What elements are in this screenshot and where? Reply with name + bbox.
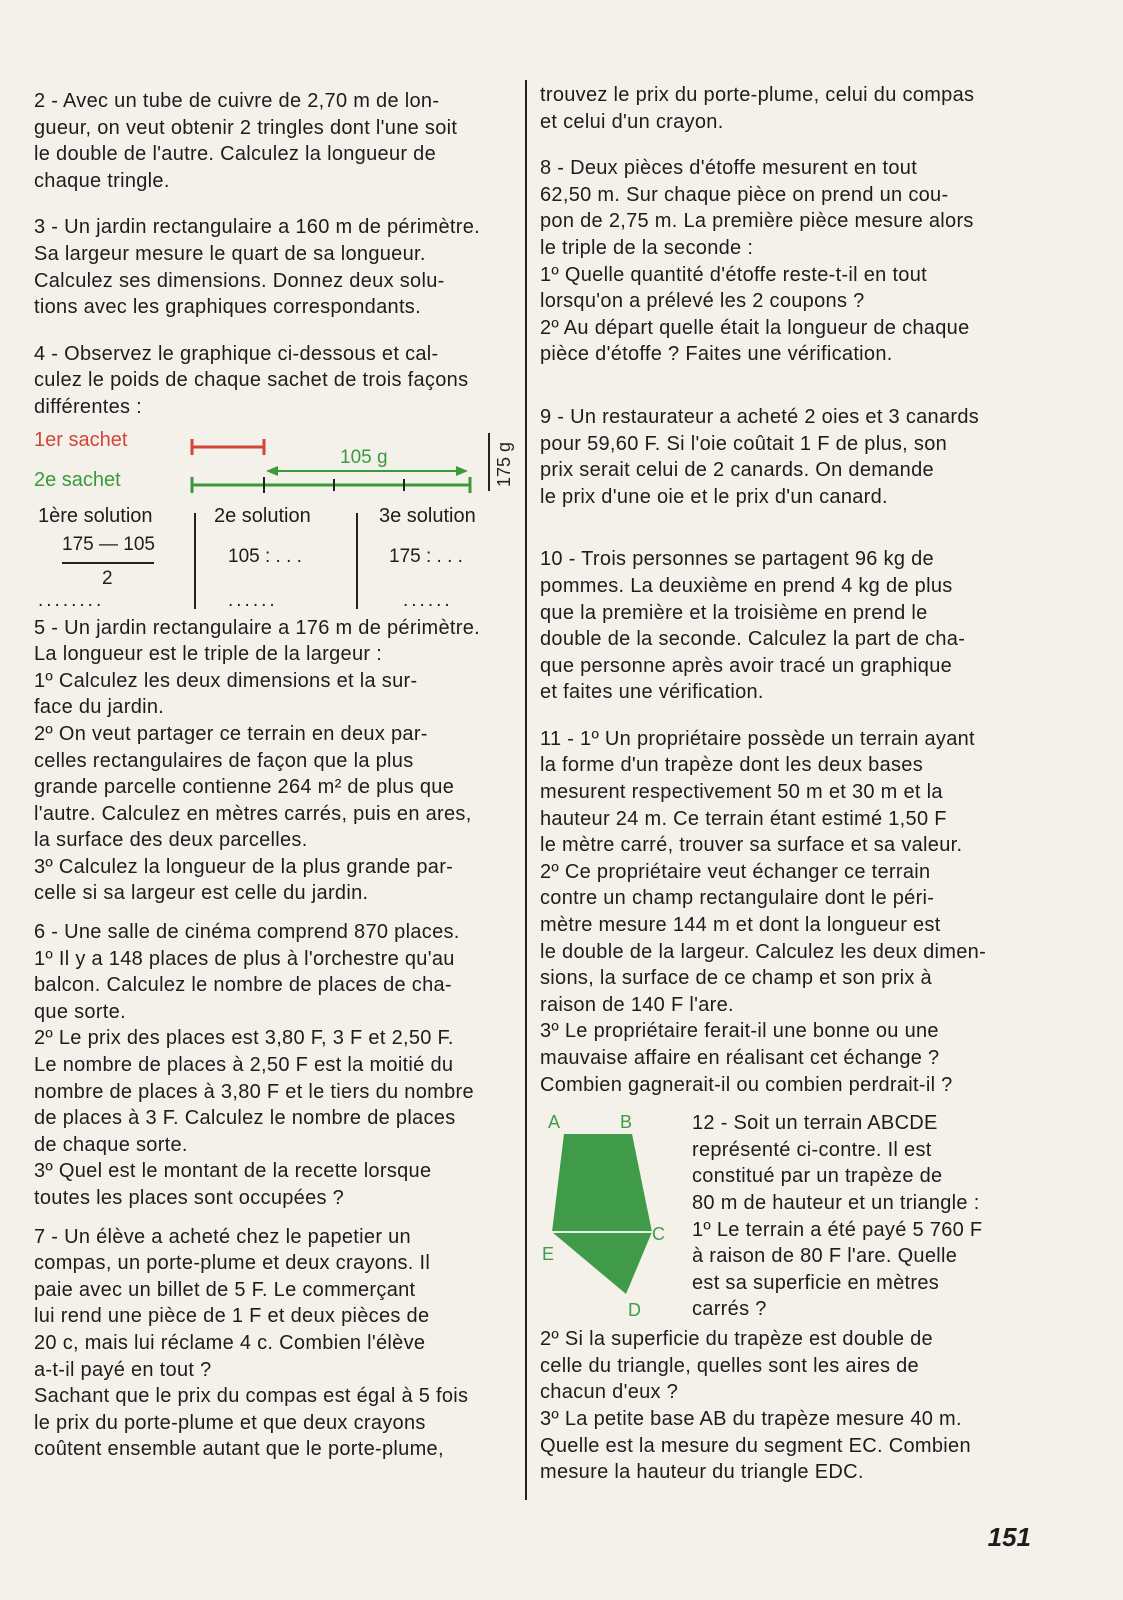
exercise-3 <box>34 214 522 320</box>
exercise-7 <box>34 1224 522 1463</box>
answer-dots: ........ <box>38 589 105 611</box>
text-line: 7 - Un élève a acheté chez le papetier un <box>34 1225 411 1248</box>
solution-3 <box>379 505 529 612</box>
solution-1 <box>38 505 188 612</box>
answer-dots: ...... <box>403 589 453 611</box>
text-line: Sachant que le prix du compas est égal à 5 fois <box>34 1385 469 1408</box>
text-line: Calculez ses dimensions. Donnez deux solu- <box>34 269 445 292</box>
text-line: 3º Le propriétaire ferait-il une bonne ou une <box>540 1020 939 1043</box>
solution-divider <box>194 513 196 609</box>
text-line: et faites une vérification. <box>540 681 764 704</box>
text-line: chaque tringle. <box>34 169 170 192</box>
text-line: et celui d'un crayon. <box>540 110 724 133</box>
text-line: 62,50 m. Sur chaque pièce on prend un cou- <box>540 183 949 206</box>
exercise-9 <box>540 404 1030 510</box>
text-line: chacun d'eux ? <box>540 1381 679 1404</box>
text-line: paie avec un billet de 5 F. Le commerçant <box>34 1278 416 1301</box>
page-number: 151 <box>987 1522 1031 1552</box>
text-line: l'autre. Calculez en mètres carrés, puis en ares, <box>34 802 472 825</box>
text-line: 3º Calculez la longueur de la plus grande par- <box>34 855 454 878</box>
fraction-numerator: 175 — 105 <box>62 533 155 555</box>
solution-3-expression: 175 : . . . <box>389 545 463 567</box>
text-line: que la première et la troisième en prend le <box>540 601 928 624</box>
label-e: E <box>542 1244 555 1265</box>
text-line: 80 m de hauteur et un triangle : <box>692 1191 980 1214</box>
text-line: le prix du porte-plume et que deux crayons <box>34 1411 426 1434</box>
solution-2-expression: 105 : . . . <box>228 545 302 567</box>
text-line: mètre mesure 144 m et dont la longueur est <box>540 914 941 937</box>
text-line: 1º Il y a 148 places de plus à l'orchestre qu'au <box>34 947 455 970</box>
sachet-diagram <box>34 427 522 497</box>
exercise-8 <box>540 155 1030 368</box>
text-line: pommes. La deuxième en prend 4 kg de plus <box>540 574 953 597</box>
text-line: que sorte. <box>34 1000 126 1023</box>
text-line: raison de 140 F l'are. <box>540 993 734 1016</box>
label-105g: 105 g <box>340 446 388 468</box>
text-line: le prix d'une oie et le prix d'un canard. <box>540 485 888 508</box>
fraction-bar <box>62 562 154 564</box>
text-line: 1º Quelle quantité d'étoffe reste-t-il en tout <box>540 263 928 286</box>
text-line: de chaque sorte. <box>34 1133 188 1156</box>
exercise-12-intro <box>692 1110 1030 1323</box>
sachet-2-label: 2e sachet <box>34 468 121 491</box>
text-line: le triple de la seconde : <box>540 236 754 259</box>
text-line: 3º Quel est le montant de la recette lorsque <box>34 1160 432 1183</box>
text-line: 1º Calculez les deux dimensions et la sur- <box>34 669 418 692</box>
terrain-shape <box>552 1134 652 1294</box>
text-line: constitué par un trapèze de <box>692 1165 943 1188</box>
text-line: Combien gagnerait-il ou combien perdrait-il ? <box>540 1073 953 1096</box>
text-line: nombre de places à 3,80 F et le tiers du nombre <box>34 1080 474 1103</box>
text-line: culez le poids de chaque sachet de trois façons <box>34 369 469 392</box>
right-column <box>540 84 1030 1486</box>
text-line: le mètre carré, trouver sa surface et sa valeur. <box>540 834 963 857</box>
text-line: mauvaise affaire en réalisant cet échange ? <box>540 1047 940 1069</box>
exercise-2 <box>34 88 522 194</box>
text-line: Quelle est la mesure du segment EC. Combien <box>540 1434 971 1457</box>
fraction-denominator: 2 <box>102 567 113 589</box>
text-line: toutes les places sont occupées ? <box>34 1187 345 1209</box>
text-line: 10 - Trois personnes se partagent 96 kg de <box>540 548 934 571</box>
solution-3-title: 3e solution <box>379 504 476 527</box>
exercise-6 <box>34 919 522 1212</box>
text-line: a-t-il payé en tout ? <box>34 1358 212 1381</box>
label-c: C <box>652 1224 665 1245</box>
text-line: hauteur 24 m. Ce terrain étant estimé 1,50 F <box>540 807 947 830</box>
text-line: double de la seconde. Calculez la part de cha- <box>540 628 966 651</box>
text-line: celle du triangle, quelles sont les aires de <box>540 1354 919 1377</box>
text-line: 2º On veut partager ce terrain en deux par- <box>34 722 428 745</box>
text-line: gueur, on veut obtenir 2 tringles dont l'une soit <box>34 116 458 139</box>
text-line: 2º Au départ quelle était la longueur de chaque <box>540 316 970 339</box>
exercise-12-rest <box>540 1326 1030 1486</box>
text-line: balcon. Calculez le nombre de places de cha- <box>34 974 452 997</box>
text-line: mesurent respectivement 50 m et 30 m et la <box>540 781 943 804</box>
text-line: le double de l'autre. Calculez la longueur de <box>34 143 437 166</box>
exercise-5 <box>34 615 522 908</box>
text-line: 2 - Avec un tube de cuivre de 2,70 m de lon- <box>34 90 440 112</box>
text-line: tions avec les graphiques correspondants. <box>34 296 421 319</box>
text-line: prix serait celui de 2 canards. On demande <box>540 459 934 482</box>
text-line: 2º Le prix des places est 3,80 F, 3 F et 2,50 F. <box>34 1027 454 1050</box>
column-divider <box>525 80 527 1500</box>
label-d: D <box>628 1300 641 1321</box>
sachet-graph <box>144 427 514 495</box>
text-line: 4 - Observez le graphique ci-dessous et cal- <box>34 342 439 365</box>
exercise-11 <box>540 726 1030 1098</box>
text-line: trouvez le prix du porte-plume, celui du compas <box>540 84 975 106</box>
text-line: pour 59,60 F. Si l'oie coûtait 1 F de plus, son <box>540 432 948 455</box>
solution-divider <box>356 513 358 609</box>
sachet-1-label: 1er sachet <box>34 428 128 451</box>
text-line: celle si sa largeur est celle du jardin. <box>34 882 369 905</box>
text-line: Le nombre de places à 2,50 F est la moitié du <box>34 1054 454 1077</box>
text-line: 6 - Une salle de cinéma comprend 870 places. <box>34 921 460 944</box>
text-line: 5 - Un jardin rectangulaire a 176 m de périmètre. <box>34 616 481 639</box>
text-line: 20 c, mais lui réclame 4 c. Combien l'élève <box>34 1331 426 1354</box>
left-column <box>34 88 522 1463</box>
text-line: 8 - Deux pièces d'étoffe mesurent en tout <box>540 157 918 180</box>
label-175g: 175 g <box>494 441 514 487</box>
text-line: 2º Ce propriétaire veut échanger ce terrain <box>540 860 931 883</box>
text-line: la forme d'un trapèze dont les deux bases <box>540 754 924 777</box>
text-line: coûtent ensemble autant que le porte-plume, <box>34 1438 444 1461</box>
text-line: le double de la largeur. Calculez les deux dimen- <box>540 940 987 963</box>
text-line: contre un champ rectangulaire dont le péri- <box>540 887 935 910</box>
answer-dots: ...... <box>228 589 278 611</box>
text-line: différentes : <box>34 395 143 418</box>
solution-1-title: 1ère solution <box>38 504 153 527</box>
text-line: 1º Le terrain a été payé 5 760 F <box>692 1218 983 1241</box>
text-line: carrés ? <box>692 1298 767 1321</box>
exercise-7-continued <box>540 82 1030 135</box>
solution-2 <box>214 505 364 612</box>
text-line: la surface des deux parcelles. <box>34 829 308 852</box>
text-line: pièce d'étoffe ? Faites une vérification. <box>540 343 893 366</box>
text-line: face du jardin. <box>34 696 165 719</box>
arrow-head-right <box>456 466 468 476</box>
text-line: Sa largeur mesure le quart de sa longueur. <box>34 242 426 265</box>
solutions-table <box>34 505 522 615</box>
text-line: compas, un porte-plume et deux crayons. Il <box>34 1252 431 1275</box>
exercise-12-block <box>540 1110 1030 1320</box>
exercise-4 <box>34 341 522 421</box>
label-b: B <box>620 1112 633 1133</box>
text-line: 11 - 1º Un propriétaire possède un terrain ayant <box>540 727 975 750</box>
exercise-10 <box>540 546 1030 706</box>
text-line: lorsqu'on a prélevé les 2 coupons ? <box>540 290 865 313</box>
text-line: grande parcelle contienne 264 m² de plus que <box>34 776 455 799</box>
text-line: à raison de 80 F l'are. Quelle <box>692 1245 958 1268</box>
text-line: La longueur est le triple de la largeur : <box>34 643 383 666</box>
text-line: 3 - Un jardin rectangulaire a 160 m de périmètre. <box>34 216 481 239</box>
text-line: pon de 2,75 m. La première pièce mesure alors <box>540 210 974 233</box>
text-line: de places à 3 F. Calculez le nombre de places <box>34 1107 456 1130</box>
text-line: celles rectangulaires de façon que la plus <box>34 749 414 772</box>
text-line: que personne après avoir tracé un graphique <box>540 654 953 677</box>
arrow-head-left <box>266 466 278 476</box>
text-line: sions, la surface de ce champ et son prix à <box>540 967 932 990</box>
text-line: 12 - Soit un terrain ABCDE <box>692 1112 938 1135</box>
text-line: est sa superficie en mètres <box>692 1271 940 1294</box>
solution-2-title: 2e solution <box>214 504 311 527</box>
text-line: 9 - Un restaurateur a acheté 2 oies et 3 canards <box>540 405 980 428</box>
terrain-abcde-figure <box>540 1110 690 1320</box>
text-line: mesure la hauteur du triangle EDC. <box>540 1461 864 1484</box>
text-line: lui rend une pièce de 1 F et deux pièces de <box>34 1305 430 1328</box>
text-line: 2º Si la superficie du trapèze est double de <box>540 1328 933 1351</box>
text-line: 3º La petite base AB du trapèze mesure 40 m. <box>540 1407 962 1430</box>
label-a: A <box>548 1112 561 1133</box>
text-line: représenté ci-contre. Il est <box>692 1138 932 1161</box>
